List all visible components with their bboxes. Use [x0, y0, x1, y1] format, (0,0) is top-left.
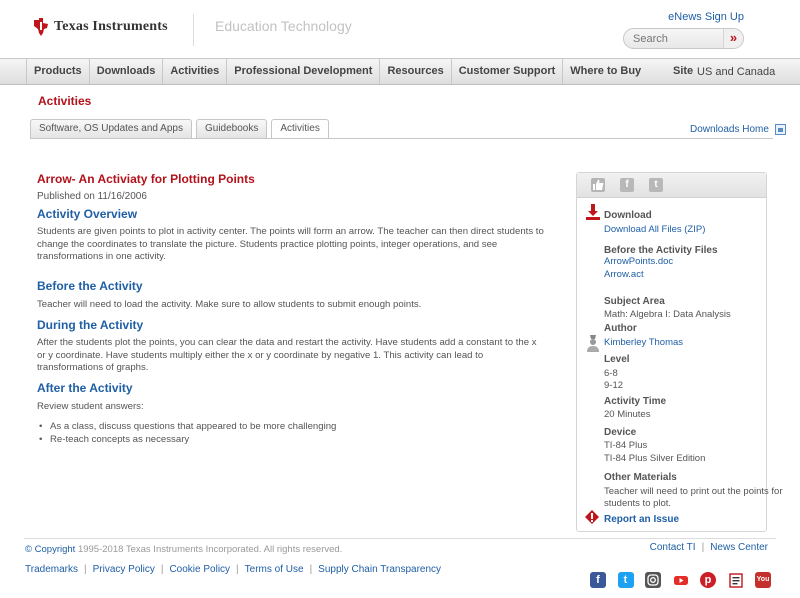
tab-bar	[30, 119, 333, 139]
materials-value: Teacher will need to print out the points for	[604, 486, 783, 497]
after-text: Review student answers:	[37, 401, 144, 412]
nav-activities[interactable]: Activities	[163, 59, 227, 84]
materials-value: students to plot.	[604, 498, 672, 509]
search-box	[623, 28, 744, 49]
link-separator: |	[309, 564, 313, 575]
facebook-icon[interactable]: f	[590, 572, 606, 588]
author-link[interactable]: Kimberley Thomas	[604, 337, 684, 348]
supply-chain-link[interactable]: Supply Chain Transparency	[318, 564, 442, 575]
downloads-home-link[interactable]	[690, 124, 786, 135]
during-text: After the students plot the points, you can clear the data and restart the activity. Have students add a constant to the x or y coordinate. Have students multiply either the x or y coordinate by negative 1. This activity can lead to transformations of graphs.	[37, 337, 537, 374]
device-value: TI-84 Plus	[604, 440, 648, 451]
during-heading: During the Activity	[37, 318, 144, 332]
contact-ti-link[interactable]: Contact TI	[649, 542, 696, 553]
level-value: 6-8	[604, 368, 618, 379]
level-label: Level	[604, 354, 630, 365]
activity-article	[37, 172, 547, 202]
activity-title: Arrow- An Activiaty for Plotting Points	[37, 172, 255, 186]
file-link-arrowpoints[interactable]: ArrowPoints.doc	[604, 256, 674, 267]
device-value: TI-84 Plus Silver Edition	[604, 453, 706, 464]
published-date: Published on 11/16/2006	[37, 191, 147, 202]
materials-label: Other Materials	[604, 472, 677, 483]
nav-resources[interactable]: Resources	[380, 59, 451, 84]
header-divider	[193, 14, 194, 46]
file-link-arrow-act[interactable]: Arrow.act	[604, 269, 644, 280]
tab-divider	[30, 138, 773, 139]
before-text: Teacher will need to load the activity. Make sure to allow students to submit enough points.	[37, 299, 422, 310]
activity-time-value: 20 Minutes	[604, 409, 651, 420]
download-all-link[interactable]: Download All Files (ZIP)	[604, 224, 706, 235]
nav-where-to-buy[interactable]: Where to Buy	[570, 65, 642, 77]
activity-time-label: Activity Time	[604, 396, 667, 407]
overview-heading: Activity Overview	[37, 207, 138, 221]
overview-text: Students are given points to plot in activity center. The points will form an arrow. The teacher can then direct students to change the coordinates to translate the picture. Students practice plotting points, integer operations, and see transformations in one activity.	[37, 226, 544, 263]
privacy-policy-link[interactable]: Privacy Policy	[92, 564, 155, 575]
link-separator: |	[236, 564, 239, 575]
subject-label: Subject Area	[604, 296, 665, 307]
before-files-label: Before the Activity Files	[604, 245, 718, 256]
tab-software-updates[interactable]: Software, OS Updates and Apps	[30, 119, 192, 138]
link-separator: |	[701, 542, 705, 553]
main-nav	[0, 58, 800, 85]
tab-activities[interactable]: Activities	[271, 119, 328, 139]
trademarks-link[interactable]: Trademarks	[25, 564, 78, 575]
brand-section: Education Technology	[215, 18, 352, 34]
twitter-icon[interactable]: t	[618, 572, 634, 588]
after-bullet-list	[50, 421, 336, 446]
download-icon	[586, 204, 600, 220]
brand-name: Texas Instruments	[54, 19, 168, 34]
youtube-icon[interactable]	[673, 572, 689, 588]
link-separator: |	[83, 564, 87, 575]
footer-divider	[24, 538, 776, 539]
terms-of-use-link[interactable]: Terms of Use	[244, 564, 304, 575]
news-center-link[interactable]: News Center	[710, 542, 768, 553]
blog-icon[interactable]	[728, 572, 744, 588]
facebook-icon[interactable]: f	[620, 178, 634, 192]
cookie-policy-link[interactable]: Cookie Policy	[169, 564, 231, 575]
share-bar	[577, 173, 766, 198]
report-issue-icon	[585, 510, 599, 524]
ti-state-icon	[33, 18, 49, 36]
pinterest-icon[interactable]: p	[700, 572, 716, 588]
ti-logo[interactable]	[33, 18, 168, 36]
nav-products[interactable]: Products	[26, 59, 90, 84]
footer-right-links	[650, 542, 768, 553]
subject-value: Math: Algebra I: Data Analysis	[604, 309, 731, 320]
copyright-link[interactable]: © Copyright	[25, 544, 76, 555]
footer-links	[25, 564, 441, 575]
site-selector[interactable]: US and Canada	[697, 66, 776, 78]
social-links	[590, 572, 783, 588]
download-label: Download	[604, 210, 652, 221]
copyright-text: 1995-2018 Texas Instruments Incorporated. All rights reserved.	[77, 544, 343, 555]
before-heading: Before the Activity	[37, 279, 143, 293]
instagram-icon[interactable]	[645, 572, 661, 588]
link-separator: |	[160, 564, 164, 575]
page-title: Activities	[38, 94, 92, 108]
like-icon[interactable]	[591, 178, 605, 192]
list-item: • As a class, discuss questions that appeared to be more challenging	[50, 421, 336, 434]
search-button[interactable]: »	[723, 29, 743, 48]
author-icon	[586, 335, 600, 352]
tab-guidebooks[interactable]: Guidebooks	[196, 119, 267, 138]
device-label: Device	[604, 427, 637, 438]
enews-signup-link[interactable]: eNews Sign Up	[668, 11, 744, 23]
nav-downloads[interactable]: Downloads	[90, 59, 164, 84]
report-issue-link[interactable]: Report an Issue	[604, 514, 680, 525]
site-label: Site	[673, 65, 694, 77]
author-label: Author	[604, 323, 637, 334]
twitter-icon[interactable]: t	[649, 178, 663, 192]
nav-professional-development[interactable]: Professional Development	[227, 59, 380, 84]
downloads-home-label[interactable]: Downloads Home	[690, 124, 769, 135]
home-icon[interactable]	[775, 124, 786, 135]
after-heading: After the Activity	[37, 381, 133, 395]
activity-sidebar	[576, 172, 783, 532]
list-item: • Re-teach concepts as necessary	[50, 434, 336, 447]
site-header	[0, 0, 800, 58]
level-value: 9-12	[604, 380, 624, 391]
copyright	[25, 544, 342, 555]
nav-customer-support[interactable]: Customer Support	[452, 59, 564, 84]
search-input[interactable]	[624, 29, 725, 48]
youtube-channel-icon[interactable]: You	[755, 572, 771, 588]
